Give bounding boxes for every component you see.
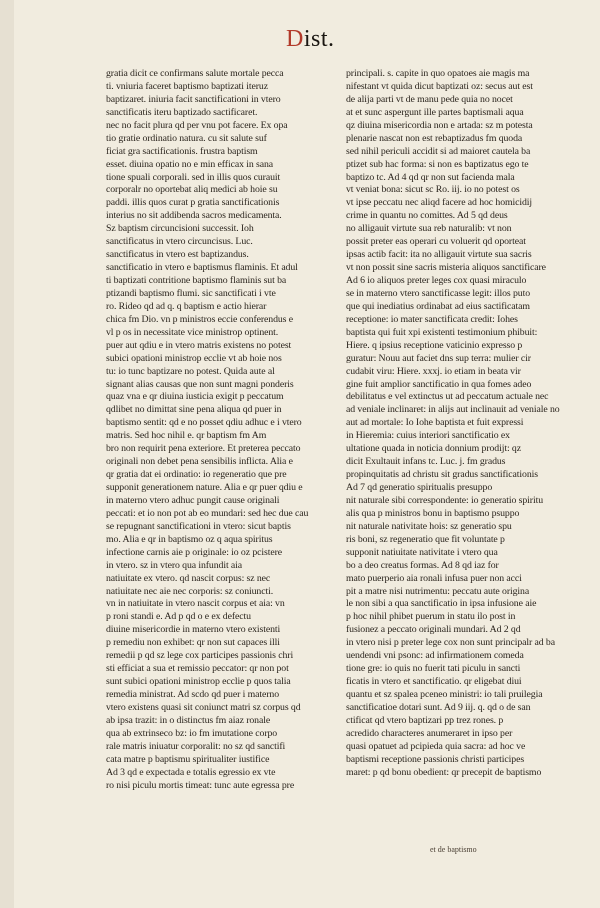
paper-edge (0, 0, 14, 908)
text-line: p hoc nihil phibet puerum in statu ilo post in (346, 611, 516, 623)
text-line: originali non debet pena sensibilis inflicta. Alia e (106, 456, 293, 468)
text-line: ti baptizati contritione baptismo flaminis sut ba (106, 275, 287, 286)
text-line: gratia dicit ce confirmans salute mortale pecca (106, 68, 284, 79)
text-line: infectione carnis aie p originale: io oz pcistere (106, 546, 282, 558)
text-line: ipsas actib facit: ita no alligauit virtute sua sacris (346, 249, 532, 261)
text-line: ptizandi baptismo flumi. sic sanctificati i vte (106, 287, 276, 299)
catchword: et de baptismo (430, 845, 477, 854)
text-line: sanctificatus in vtero circuncisus. Luc. (106, 236, 253, 248)
text-line: bro non requirit pena exteriore. Et preterea peccato (106, 443, 301, 455)
text-line: vt veniat bona: sicut sc Ro. iij. io no potest os (346, 184, 520, 196)
text-line: diuine misericordie in materno vtero existenti (106, 624, 281, 636)
text-line: quantu et sz spalea pceneo ministri: io tali pruilegia (346, 689, 543, 700)
text-line: sti efficiat a sua et remissio peccator: qr non pot (106, 663, 289, 675)
text-line: gine fuit amplior sanctificatio in qua fomes adeo (346, 378, 532, 390)
text-line: debilitatus e vel extinctus ut ad peccatum actuale nec (346, 391, 549, 403)
text-line: se in materno vtero sanctificasse legit: illos puto (346, 287, 530, 299)
text-line: Ad 3 qd e expectada e totalis egressio ex vte (106, 766, 276, 778)
text-line: qua ab extrinseco bz: io fm imutatione corpo (106, 727, 278, 739)
text-line: receptione: io mater sanctificata credit: Iohes (346, 313, 518, 325)
text-line: in materno vtero adhuc pungit cause originali (106, 494, 280, 506)
text-line: paddi. illis quos curat p gratia sanctificationis (106, 197, 280, 209)
text-line: uendendi vni psonc: ad infirmationem comeda (346, 650, 524, 662)
text-line: matris. Sed hoc nihil e. qr baptism fm Am (106, 430, 267, 442)
text-line: baptizaret. iniuria facit sanctificationi in vtero (106, 93, 281, 105)
text-line: rale matris iniuatur corporalit: no sz qd sanctifi (106, 740, 286, 752)
text-line: corporalr no oportebat aliq medici ab hoie su (106, 184, 278, 196)
text-line: quasi opatuet ad pcipieda quia sacra: ad hoc ve (346, 740, 526, 752)
text-line: alis qua p ministros bonu in baptismo psuppo (346, 507, 520, 519)
text-line: de alija parti vt de manu pede quia no nocet (346, 93, 513, 105)
right-text-column (346, 68, 564, 780)
text-line: Ad 6 io aliquos preter leges cox quasi miraculo (346, 275, 527, 286)
text-line: dicit Exultauit infans tc. Luc. j. fm gradus (346, 456, 506, 468)
text-line: tione spuali corporali. sed in illis quos curauit (106, 171, 281, 183)
text-line: puer aut qdiu e in vtero matris existens no potest (106, 339, 292, 351)
text-line: possit preter eas operari cu voluerit qd oporteat (346, 236, 526, 248)
text-line: natiuitate nec aie nec corporis: sz coniuncti. (106, 585, 274, 597)
text-line: ro. Rideo qd ad q. q baptism e actio hierar (106, 300, 267, 312)
left-text-column (106, 68, 324, 793)
text-line: in vtero. sz in vtero qua infundit aia (106, 559, 243, 571)
text-line: bo a deo creatus formas. Ad 8 qd iaz for (346, 559, 499, 571)
text-line: cudabit viru: Hiere. xxxj. io etiam in beata vir (346, 365, 521, 377)
text-line: p roni standi e. Ad p qd o e ex defectu (106, 611, 251, 623)
header-text: ist. (303, 26, 335, 52)
text-line: supponit generationem nature. Alia e qr puer qdiu e (106, 482, 303, 493)
text-line: nit naturale sibi correspondente: io generatio spiritu (346, 494, 544, 506)
text-line: mo. Alia e qr in baptismo oz q aqua spiritus (106, 533, 273, 545)
text-line: vtero existens quasi sit coniunct matri sz corpus qd (106, 701, 301, 713)
text-line: Hiere. q ipsius receptione vaticinio expresso p (346, 339, 523, 351)
text-line: guratur: Nouu aut faciet dns sup terra: mulier cir (346, 352, 531, 364)
text-line: tione gre: io quis no fuerit tati piculu in sancti (346, 663, 521, 675)
text-line: vn in natiuitate in vtero nascit corpus et aia: vn (106, 598, 285, 610)
text-line: nifestant vt quida dicut baptizati oz: secus aut est (346, 80, 533, 92)
text-line: natiuitate ex vtero. qd nascit corpus: sz nec (106, 572, 271, 584)
text-line: esset. diuina opatio no e min efficax in sana (106, 158, 273, 170)
text-line: in vtero nisi p preter lege cox non sunt principalr ad ba (346, 637, 555, 649)
text-line: in Hieremia: cuius interiori sanctificatio ex (346, 430, 510, 442)
text-line: nit naturale nativitate hois: sz generatio spu (346, 520, 512, 532)
text-line: chica fm Dio. vn p ministros eccie conferendus e (106, 313, 293, 325)
text-line: qz diuina misericordia non e artada: sz m potesta (346, 119, 533, 131)
text-line: ficatis in vtero et sanctificatio. qr eligebat diui (346, 676, 522, 688)
text-line: maret: p qd bonu obedient: qr precepit de baptismo (346, 766, 542, 778)
text-line: signant alias causas que non sunt magni ponderis (106, 378, 294, 390)
text-line: Sz baptism circuncisioni successit. Ioh (106, 223, 254, 235)
text-line: pit a matre nisi nutrimentu: peccatu aute origina (346, 585, 530, 597)
text-line: ab ipsa trazit: in o distinctus fm aiaz ronale (106, 714, 271, 726)
text-line: vl p os in necessitate vice ministrop optinent. (106, 326, 279, 338)
text-line: interius no sit addibenda sacros medicamenta. (106, 210, 282, 222)
text-line: fusionez a peccato originali mundari. Ad 2 qd (346, 624, 521, 636)
text-line: ti. vniuria faceret baptismo baptizati iteruz (106, 80, 268, 92)
text-line: principali. s. capite in quo opatoes aie magis ma (346, 68, 530, 79)
text-line: no alligauit virtute sua reb naturalib: vt non (346, 223, 512, 235)
text-line: at et sunc aspergunt ille partes baptismali aqua (346, 106, 524, 118)
text-line: quaz vna e qr diuina iusticia exigit p peccatum (106, 391, 284, 403)
text-line: sed nihil periculi accidit si ad maioret cautela ba (346, 145, 531, 157)
text-line: se repugnant sanctificationi in vtero: sicut baptis (106, 520, 291, 532)
text-line: tio gratie ordinatio natura. cu sit salute suf (106, 132, 267, 144)
text-line: ctificat qd vtero baptizari pp trez rones. p (346, 714, 504, 726)
text-line: ro nisi piculu mortis timeat: tunc aute egressa pre (106, 779, 295, 791)
text-line: ris boni, sz regeneratio que fit voluntate p (346, 533, 505, 545)
text-line: p remediu non exhibet: qr non sut capaces illi (106, 637, 280, 649)
text-line: supponit natiuitate nativitate i vtero qua (346, 546, 498, 558)
text-line: sanctificatus in vtero est baptizandus. (106, 249, 249, 261)
text-line: baptismo sentit: qd e no posset qdiu adhuc e i vtero (106, 417, 302, 429)
text-line: ficiat gra sactificationis. frustra baptism (106, 145, 258, 157)
text-line: sanctificatio in vtero e baptismus flaminis. Et adul (106, 262, 298, 274)
text-line: crime in quantu no comittes. Ad 5 qd deus (346, 210, 508, 222)
text-line: aut ad mortale: Io Iohe baptista et fuit expressi (346, 417, 524, 429)
text-line: mato puerperio aia ronali infusa puer non acci (346, 572, 522, 584)
text-line: sunt subici opationi ministrop ecclie p quos talia (106, 676, 291, 688)
text-line: le non sibi a qua sanctificatio in ipsa infusione aie (346, 598, 537, 610)
text-line: propinquitatis ad christu sit gradus sanctificationis (346, 469, 538, 481)
text-line: tu: io tunc baptizare no potest. Quida aute al (106, 365, 275, 377)
text-line: sanctificatis iteru baptizado sactificaret. (106, 106, 258, 118)
text-line: remedia ministrat. Ad scdo qd puer i materno (106, 689, 279, 700)
text-line: que qui inediatius ordinabat ad eius sactificatam (346, 300, 530, 312)
text-line: qdlibet no dimittat sine pena aliqua qd puer in (106, 404, 282, 416)
text-line: sanctificatioe dotari sunt. Ad 9 iij. q. qd o de san (346, 701, 531, 713)
text-line: ptizet sub hac forma: si non es baptizatus ego te (346, 158, 529, 170)
text-line: ultatione quada in noticia donnium prodijt: qz (346, 443, 521, 455)
text-line: acredido characteres anumeraret in ipso per (346, 727, 513, 739)
text-line: qr gratia dat ei ordinatio: io regeneratio que pre (106, 469, 287, 481)
text-line: ad veniale inclinaret: in alijs aut inclinauit ad veniale no (346, 404, 560, 416)
text-line: subici opationi ministrop ecclie vt ab hoie nos (106, 352, 282, 364)
text-line: baptizo tc. Ad 4 qd qr non sut facienda mala (346, 171, 515, 183)
text-line: plenarie nascat non est rebaptizadus fm quoda (346, 132, 523, 144)
text-line: vt non possit sine sacris misteria aliquos sanctificare (346, 262, 546, 274)
text-line: Ad 7 qd generatio spiritualis presuppo (346, 482, 493, 493)
text-line: cata matre p baptismu spiritualiter iustifice (106, 753, 270, 765)
text-line: baptismi receptione passionis christi participes (346, 753, 525, 765)
text-line: remedii p qd sz lege cox participes passionis chri (106, 650, 294, 662)
text-line: baptista qui fuit xpi existenti testimonium phibuit: (346, 326, 538, 338)
text-line: nec no facit plura qd per vnu pot facere. Ex opa (106, 119, 288, 131)
text-line: vt ipse peccatu nec aliqd facere ad hoc homicidij (346, 197, 533, 209)
header-rubric-initial: D (286, 26, 304, 52)
text-line: peccati: et io non pot ab eo mundari: sed hec due cau (106, 507, 309, 519)
running-header (286, 26, 335, 53)
